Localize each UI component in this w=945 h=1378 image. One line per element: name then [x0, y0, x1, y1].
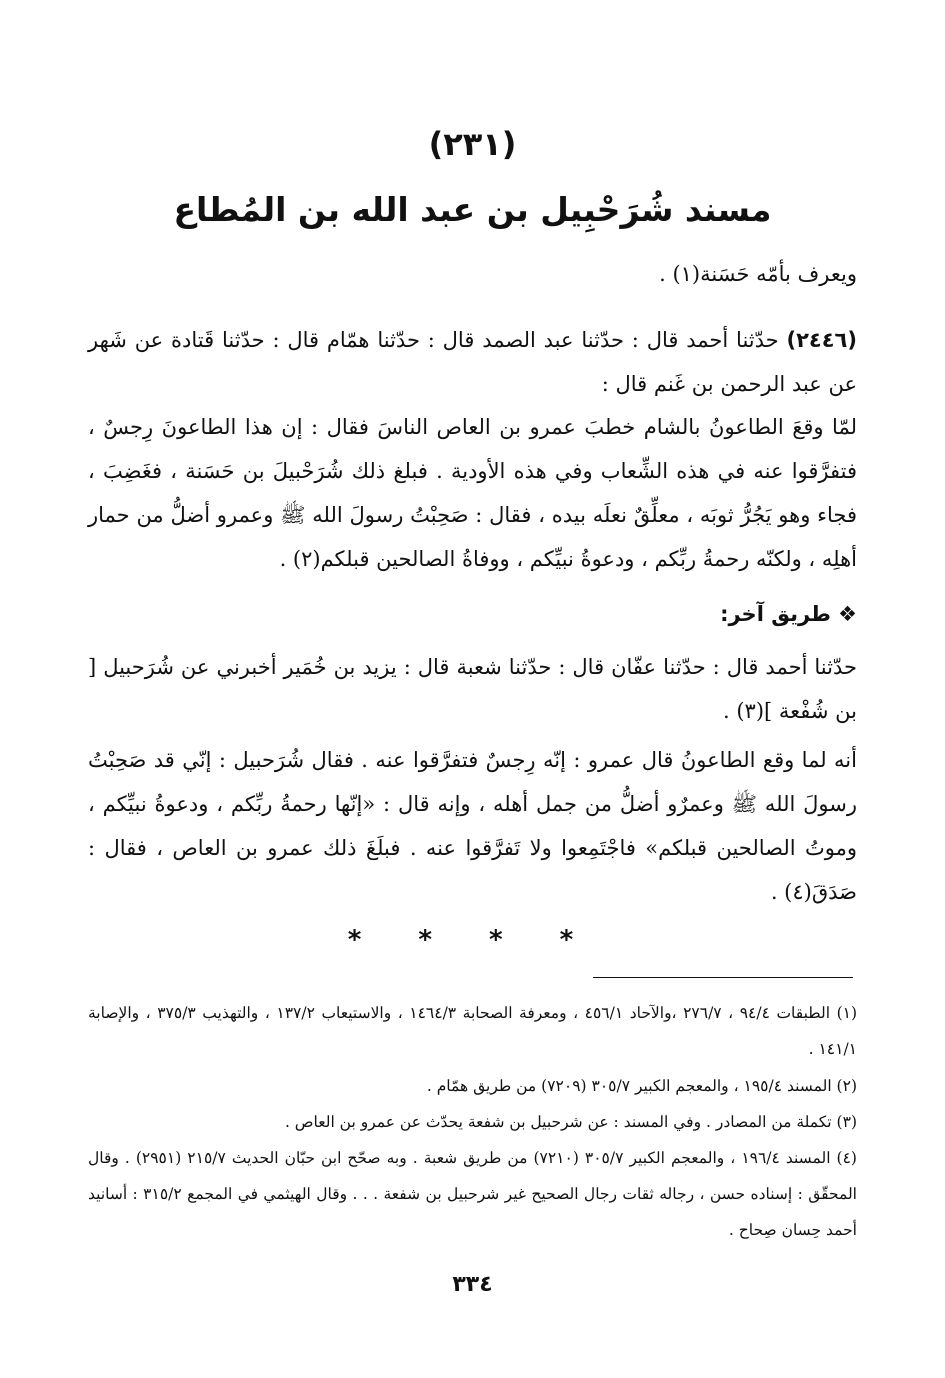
footnote-3: (٣) تكملة من المصادر . وفي المسند : عن شرحبيل بن شفعة يحدّث عن عمرو بن العاص . — [284, 1113, 857, 1131]
tariq-heading: ❖ طريق آخر: — [720, 602, 857, 626]
footnote-4: (٤) المسند ١٩٦/٤ ، والمعجم الكبير ٣٠٥/٧ (٧٢١٠) من طريق شعبة . وبه صحّح ابن حبّان الحديث ٢١٥/٧ (٢٩٥١) . وقال المحقّق : إسناده حسن ، رجاله ثقات رجال الصحيح غير شرحبيل بن شفعة . . . وقال الهيثمي في المجمع ٣١٥/٢ : أسانيد أحمد حِسان صِحاح . — [88, 1149, 857, 1239]
section-separator: * * * * — [347, 925, 598, 955]
matn-paragraph-2: أنه لما وقع الطاعونُ قال عمرو : إنّه رِجسٌ فتفرَّقوا عنه . فقال شُرَحبيل : إنّي قد صَحِبْتُ رسولَ الله ﷺ وعمرٌو أضلُّ من جمل أهله ، وإنه قال : «إنّها رحمةُ ربِّكم ، ودعوةُ نبيِّكم ، وموتُ الصالحين قبلكم» فاجْتَمِعوا ولا تَفرَّقوا عنه . فبلَغَ ذلك عمرو بن العاص ، فقال : صَدَقَ(٤) . — [88, 748, 857, 904]
page-title: مسند شُرَحْبِيل بن عبد الله بن المُطاع — [173, 190, 772, 229]
section-number: (٢٣١) — [428, 125, 517, 163]
isnad-paragraph-2: حدّثنا أحمد قال : حدّثنا عفّان قال : حدّثنا شعبة قال : يزيد بن خُمَير أخبرني عن شُرَحبيل [ بن شُفْعة ](٣) . — [88, 655, 857, 723]
matn-paragraph-1: لمّا وقعَ الطاعونُ بالشام خطبَ عمرو بن العاص الناسَ فقال : إن هذا الطاعونَ رِجسٌ ، فتفرَّقوا عنه في هذه الشِّعاب وفي هذه الأودية . فبلغ ذلك شُرَحْبيلَ بن حَسَنة ، فغَضِبَ ، فجاء وهو يَجُرُّ ثوبَه ، معلِّقٌ نعلَه بيده ، فقال : صَحِبْتُ رسولَ الله ﷺ وعمرو أضلُّ من حمار أهلِه ، ولكنّه رحمةُ ربِّكم ، ودعوةُ نبيِّكم ، ووفاةُ الصالحين قبلكم(٢) . — [88, 415, 857, 571]
page-number: ٣٣٤ — [452, 1272, 493, 1297]
footnote-2: (٢) المسند ١٩٥/٤ ، والمعجم الكبير ٣٠٥/٧ (٧٢٠٩) من طريق همّام . — [426, 1077, 857, 1095]
known-as-line: ويعرف بأمّه حَسَنة(١) . — [659, 262, 857, 286]
footnote-1: (١) الطبقات ٩٤/٤ ، ٢٧٦/٧ ،والآحاد ٤٥٦/١ ، ومعرفة الصحابة ١٤٦٤/٣ ، والاستيعاب ١٣٧/٢ ، والتهذيب ٣٧٥/٣ ، والإصابة ١٤١/١ . — [88, 1004, 858, 1058]
footnote-divider — [593, 977, 853, 978]
isnad-paragraph-1 — [88, 318, 857, 406]
hadith-number: (٢٤٤٦) — [786, 328, 857, 352]
isnad-text-1: حدّثنا أحمد قال : حدّثنا عبد الصمد قال : حدّثنا همّام قال : حدّثنا قَتادة عن شَهر عن عبد الرحمن بن غَنم قال : — [88, 328, 857, 396]
